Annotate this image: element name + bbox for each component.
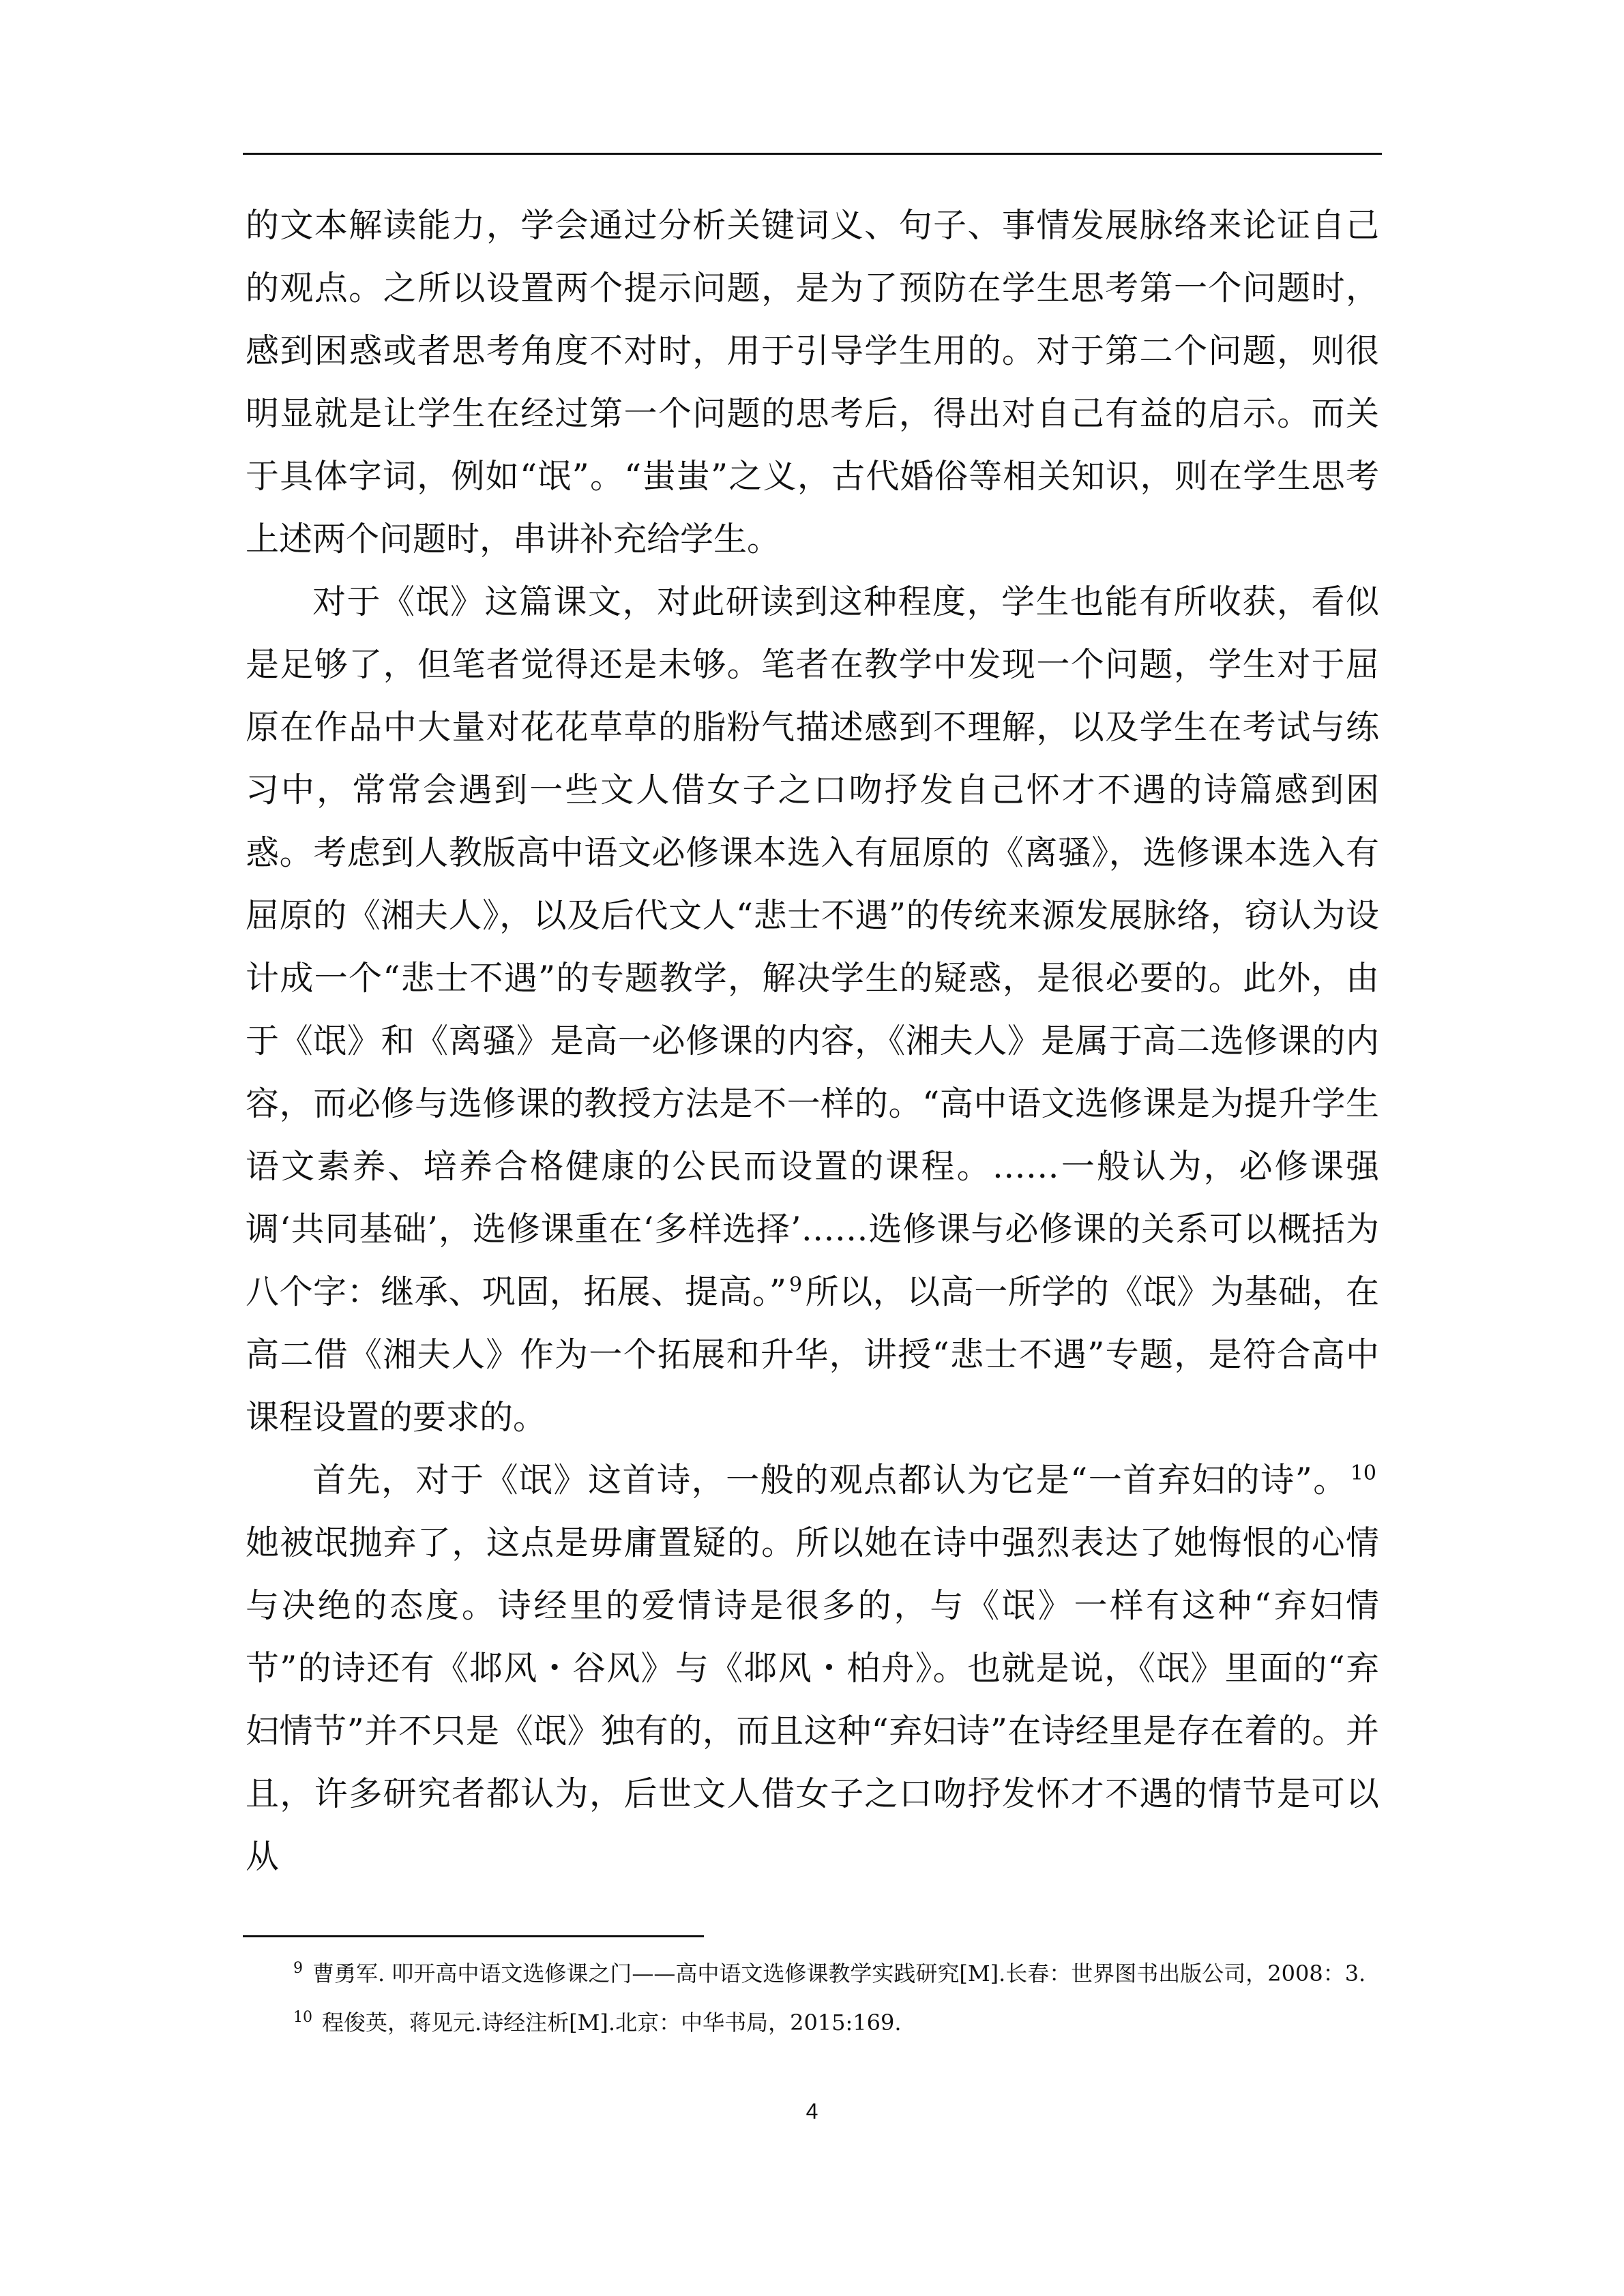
footnote-ref-9[interactable]: 9 (788, 1272, 803, 1297)
footnotes (246, 1949, 1379, 2047)
page-number: 4 (806, 2099, 818, 2123)
paragraph-1: 的文本解读能力，学会通过分析关键词义、句子、事情发展脉络来论证自己的观点。之所以设置两个提示问题，是为了预防在学生思考第一个问题时，感到困惑或者思考角度不对时，用于引导学生用的。对于第二个问题，则很明显就是让学生在经过第一个问题的思考后，得出对自己有益的启示。而关于具体字词，例如“氓”。“蚩蚩”之义，古代婚俗等相关知识，则在学生思考上述两个问题时，串讲补充给学生。 (246, 206, 1379, 558)
header-rule (243, 153, 1382, 155)
paragraph-2 (246, 571, 1379, 1449)
footnote-10 (246, 1998, 1379, 2047)
footnote-separator (243, 1935, 704, 1937)
paragraph-3-text: 首先，对于《氓》这首诗，一般的观点都认为它是“一首弃妇的诗”。 (312, 1461, 1348, 1500)
footnote-text: 曹勇军. 叩开高中语文选修课之门——高中语文选修课教学实践研究[M].长春：世界图书出版公司，2008：3. (312, 1960, 1366, 1986)
paragraph-2-text-cont: 所以，以高一所学的《氓》为基础，在高二借《湘夫人》作为一个拓展和升华，讲授“悲士不遇”专题，是符合高中课程设置的要求的。 (246, 1272, 1379, 1437)
body-text (246, 194, 1379, 1888)
footnote-9 (246, 1949, 1379, 1998)
footnote-text: 程俊英，蒋见元.诗经注析[M].北京：中华书局，2015:169. (322, 2010, 902, 2036)
footnote-number: 10 (293, 2009, 312, 2027)
paragraph-3 (246, 1449, 1379, 1888)
paragraph-3-text-cont: 她被氓抛弃了，这点是毋庸置疑的。所以她在诗中强烈表达了她悔恨的心情与决绝的态度。诗经里的爱情诗是很多的，与《氓》一样有这种“弃妇情节”的诗还有《邶风・谷风》与《邶风・柏舟》。也就是说，《氓》里面的“弃妇情节”并不只是《氓》独有的，而且这种“弃妇诗”在诗经里是存在着的。并且，许多研究者都认为，后世文人借女子之口吻抒发怀才不遇的情节是可以从 (246, 1523, 1379, 1876)
footnote-ref-10[interactable]: 10 (1350, 1461, 1376, 1485)
footnote-number: 9 (293, 1960, 303, 1978)
paragraph-2-text: 对于《氓》这篇课文，对此研读到这种程度，学生也能有所收获，看似是足够了，但笔者觉得还是未够。笔者在教学中发现一个问题，学生对于屈原在作品中大量对花花草草的脂粉气描述感到不理解，以及学生在考试与练习中，常常会遇到一些文人借女子之口吻抒发自己怀才不遇的诗篇感到困惑。考虑到人教版高中语文必修课本选入有屈原的《离骚》，选修课本选入有屈原的《湘夫人》，以及后代文人“悲士不遇”的传统来源发展脉络，窃认为设计成一个“悲士不遇”的专题教学，解决学生的疑惑，是很必要的。此外，由于《氓》和《离骚》是高一必修课的内容，《湘夫人》是属于高二选修课的内容，而必修与选修课的教授方法是不一样的。“高中语文选修课是为提升学生语文素养、培养合格健康的公民而设置的课程。……一般认为，必修课强调‘共同基础’，选修课重在‘多样选择’……选修课与必修课的关系可以概括为八个字：继承、巩固，拓展、提高。” (246, 582, 1379, 1311)
